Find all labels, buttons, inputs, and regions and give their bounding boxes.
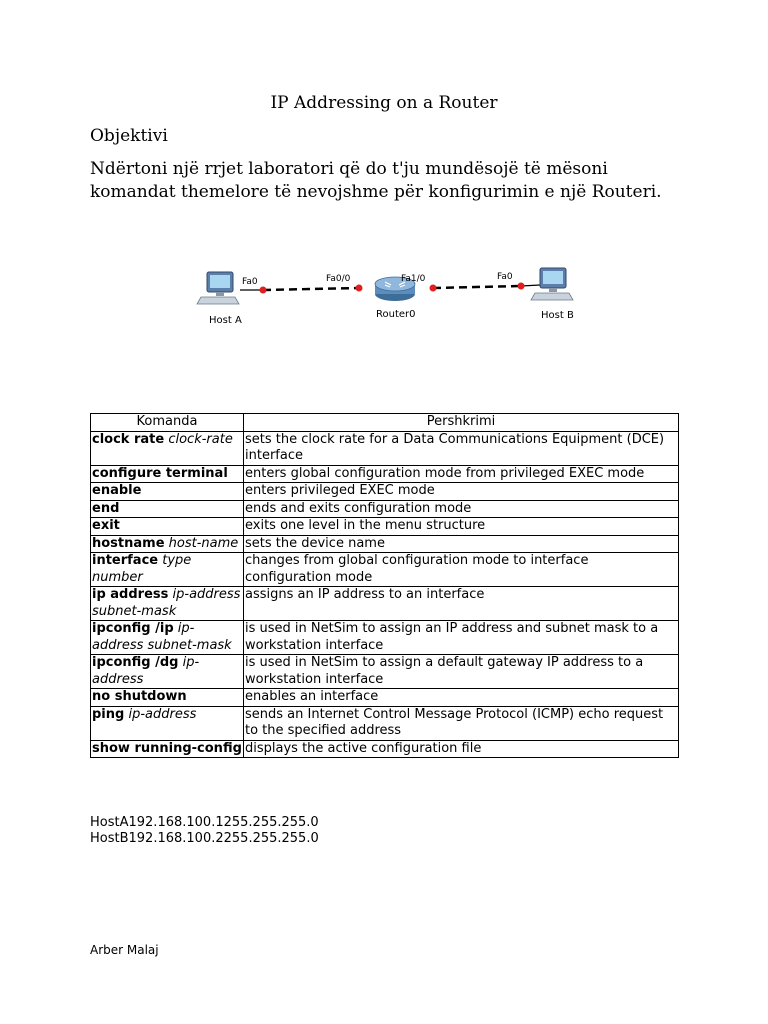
command-keyword: ipconfig /dg [92,655,179,670]
command-keyword: no shutdown [92,689,187,704]
command-argument: type number [92,553,192,585]
network-topology-diagram [195,260,595,332]
command-keyword: exit [92,518,120,533]
port-label-router-right: Fa1/0 [401,274,426,284]
table-row [91,483,679,501]
command-cell [91,518,244,536]
command-keyword: configure terminal [92,465,228,481]
table-row [91,740,679,758]
host-a-label: Host A [209,315,242,326]
table-row [91,689,679,707]
command-cell [91,500,244,518]
description-cell: enables an interface [244,689,679,707]
command-cell [91,706,244,740]
table-row [91,655,679,689]
description-cell: enters privileged EXEC mode [244,483,679,501]
command-cell [91,431,244,465]
port-marker-host-b [518,283,525,290]
router-label: Router0 [376,309,416,320]
host-b-address-line: HostB192.168.100.2255.255.255.0 [90,831,319,846]
host-b-label: Host B [541,310,574,321]
command-argument: ip-address [92,655,200,687]
host-addresses [90,815,319,847]
command-cell [91,465,244,483]
port-marker-router-left [356,285,363,292]
description-cell: ends and exits configuration mode [244,500,679,518]
command-cell [91,587,244,621]
command-keyword: ip address [92,587,169,602]
table-row [91,587,679,621]
column-header-pershkrimi: Pershkrimi [244,414,679,432]
port-label-host-b: Fa0 [497,272,513,282]
page-title: IP Addressing on a Router [270,93,498,113]
command-keyword: clock rate [92,431,165,447]
command-table [90,413,679,758]
table-header-row [91,414,679,432]
command-argument: host-name [168,535,239,551]
description-cell: exits one level in the menu structure [244,518,679,536]
table-row [91,621,679,655]
description-cell: displays the active configuration file [244,740,679,758]
description-cell: sets the device name [244,535,679,553]
command-keyword: end [92,500,120,516]
table-row [91,431,679,465]
command-cell [91,621,244,655]
command-keyword: show running-config [92,740,242,756]
command-keyword: enable [92,483,142,498]
table-row [91,465,679,483]
command-argument: ip-address [128,706,197,722]
port-marker-host-a [260,287,267,294]
table-row [91,553,679,587]
description-cell: is used in NetSim to assign an IP address and subnet mask to a workstation interface [244,621,679,655]
description-cell: enters global configuration mode from privileged EXEC mode [244,465,679,483]
host-a-computer-icon [197,272,239,304]
command-keyword: ping [92,706,125,722]
command-keyword: interface [92,553,159,568]
command-cell [91,483,244,501]
intro-paragraph: Ndërtoni një rrjet laboratori që do t'ju mundësojë të mësoni komandat themelore të nevojshme për konfigurimin e një Routeri. [90,159,662,202]
port-label-router-left: Fa0/0 [326,274,351,284]
description-cell: sets the clock rate for a Data Communications Equipment (DCE) interface [244,431,679,465]
command-keyword: ipconfig /ip [92,621,174,636]
description-cell: changes from global configuration mode to interface configuration mode [244,553,679,587]
table-row [91,706,679,740]
author-name: Arber Malaj [90,943,159,957]
host-b-computer-icon [531,268,573,300]
table-row [91,535,679,553]
host-a-address-line: HostA192.168.100.1255.255.255.0 [90,815,319,830]
description-cell: assigns an IP address to an interface [244,587,679,621]
port-marker-router-right [430,285,437,292]
command-keyword: hostname [92,535,165,551]
link-host-a-router [240,288,359,290]
table-row [91,518,679,536]
command-cell [91,553,244,587]
description-cell: sends an Internet Control Message Protocol (ICMP) echo request to the specified address [244,706,679,740]
command-argument: ip-address subnet-mask [92,621,232,653]
table-row [91,500,679,518]
command-cell [91,535,244,553]
command-argument: ip-address subnet-mask [92,587,241,619]
port-label-host-a: Fa0 [242,277,258,287]
command-cell [91,689,244,707]
description-cell: is used in NetSim to assign a default gateway IP address to a workstation interface [244,655,679,689]
column-header-komanda: Komanda [91,414,244,432]
section-heading: Objektivi [90,126,168,146]
command-cell [91,655,244,689]
command-cell [91,740,244,758]
command-argument: clock-rate [168,431,233,447]
